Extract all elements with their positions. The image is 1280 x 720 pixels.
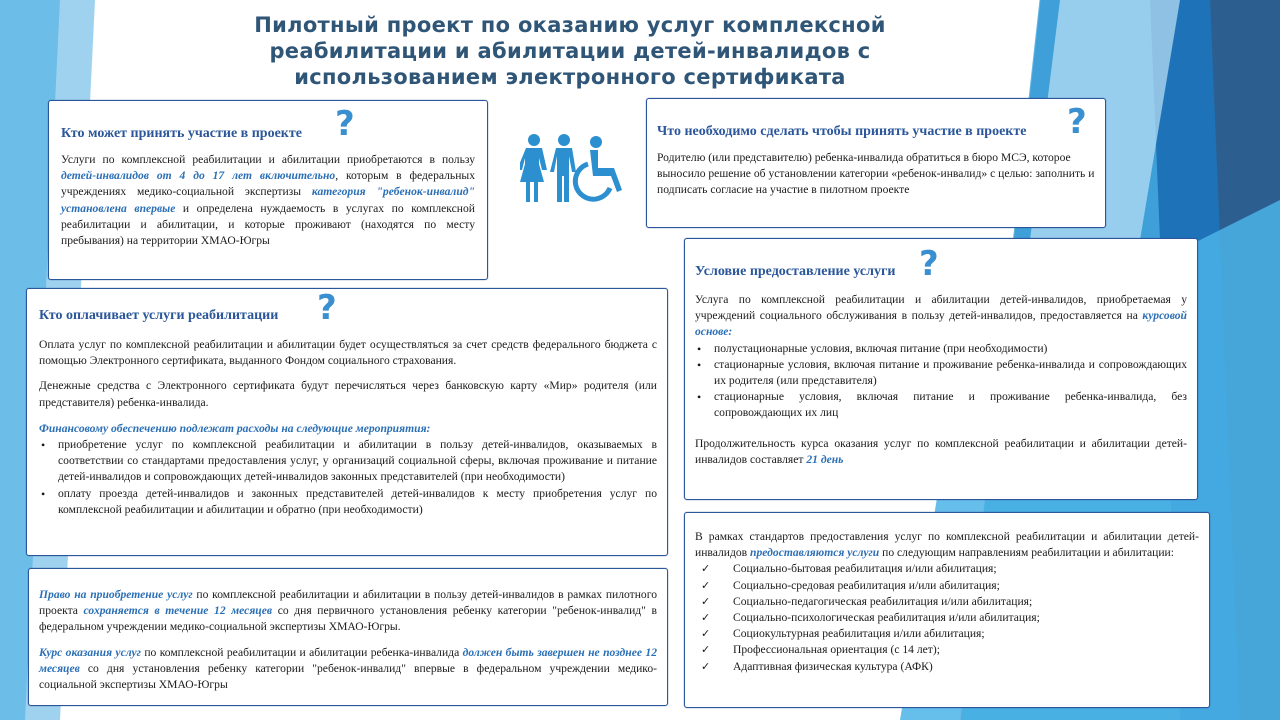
list-item: ✓ Профессиональная ориентация (с 14 лет); <box>695 642 1199 658</box>
directions-text <box>695 529 1199 561</box>
list-item: • полустационарные условия, включая питание (при необходимости) <box>695 341 1187 357</box>
who-text-3: и определена нуждаемость в услугах по комплексной реабилитации и абилитации, и которые проживают (находятся по месту пребывания) на территории ХМАО-Югры <box>61 201 475 248</box>
panel-directions <box>684 512 1210 708</box>
question-mark-icon: ? <box>317 288 337 328</box>
condition-heading: Условие предоставление услуги <box>695 264 896 279</box>
list-item: • оплату проезда детей-инвалидов и законных представителей детей-инвалидов к месту приобретения услуг по комплексной реабилитации и абилитации и обратно (при необходимости) <box>39 486 657 518</box>
who-highlight-age: детей-инвалидов от 4 до 17 лет включительно <box>61 169 336 183</box>
list-item: ✓ Социально-педагогическая реабилитация и/или абилитация; <box>695 594 1199 610</box>
directions-list <box>695 561 1199 674</box>
condition-text-2 <box>695 436 1187 468</box>
right-text-1b: со дня первичного установления ребенку категории "ребенок-инвалид" в федеральном учреждении медико-социальной экспертизы ХМАО-Югры. <box>39 604 657 634</box>
right-highlight-2: сохраняется в течение 12 месяцев <box>83 604 273 618</box>
pay-heading: Кто оплачивает услуги реабилитации <box>39 308 279 323</box>
pay-text-1: Оплата услуг по комплексной реабилитации и абилитации будет осуществляться за счет средств федерального бюджета с помощью Электронного сертификата, выданного Фондом социального страхования. <box>39 338 657 368</box>
question-mark-icon: ? <box>1067 102 1087 142</box>
right-text-1a: по комплексной реабилитации и абилитации в пользу детей-инвалидов в рамках пилотного проекта <box>39 588 657 618</box>
question-mark-icon: ? <box>335 104 355 144</box>
list-item: ✓ Социально-бытовая реабилитация и/или абилитация; <box>695 561 1199 577</box>
who-highlight-category: категория "ребенок-инвалид" установлена впервые <box>61 185 475 215</box>
condition-text-1 <box>695 292 1187 341</box>
condition-list <box>695 341 1187 422</box>
list-item: • стационарные условия, включая питание и проживание ребенка-инвалида, без сопровождающих их лиц <box>695 389 1187 421</box>
who-text-1: Услуги по комплексной реабилитации и абилитации приобретаются в пользу <box>61 153 475 166</box>
who-text-2: , которым в федеральных учреждениях медико-социальной экспертизы <box>61 169 475 199</box>
list-item: ✓ Адаптивная физическая культура (АФК) <box>695 659 1199 675</box>
right-highlight-3: Курс оказания услуг <box>39 645 141 659</box>
who-text <box>61 152 475 249</box>
todo-heading: Что необходимо сделать чтобы принять участие в проекте <box>657 124 1027 139</box>
condition-highlight-duration: 21 день <box>806 452 844 466</box>
right-highlight-4: должен быть завершен не позднее 12 месяцев <box>39 645 657 675</box>
condition-text-2a: Продолжительность курса оказания услуг по комплексной реабилитации и абилитации детей-инвалидов составляет <box>695 436 1187 466</box>
right-text-2b: со дня установления ребенку категории "ребенок-инвалид" впервые в федеральном учреждении медико-социальной экспертизы ХМАО-Югры <box>39 661 657 692</box>
directions-text-2: по следующим направлениям реабилитации и абилитации: <box>879 546 1174 560</box>
panel-who-pays <box>26 288 668 556</box>
panel-what-to-do <box>646 98 1106 228</box>
right-text-2a: по комплексной реабилитации и абилитации ребенка-инвалида <box>140 645 463 659</box>
directions-highlight: предоставляются услуги <box>750 546 880 560</box>
right-text-2 <box>39 645 657 694</box>
family-disability-icon <box>520 132 638 204</box>
list-item: ✓ Социально-средовая реабилитация и/или абилитация; <box>695 578 1199 594</box>
question-mark-icon: ? <box>919 244 939 284</box>
panel-right-to-purchase <box>28 568 668 706</box>
todo-text: Родителю (или представителю) ребенка-инвалида обратиться в бюро МСЭ, которое выносило решение об установлении категории «ребенок-инвалид» с целью: заполнить и подписать согласие на участие в пилотном проекте <box>657 151 1095 197</box>
right-text-1 <box>39 587 657 636</box>
who-heading: Кто может принять участие в проекте <box>61 126 302 141</box>
pay-text-2: Денежные средства с Электронного сертификата будут перечисляться через банковскую карту «Мир» родителя (или представителя) ребенка-инвалида. <box>39 379 657 409</box>
right-highlight-1: Право на приобретение услуг <box>39 588 193 601</box>
page-title: Пилотный проект по оказанию услуг комплексной реабилитации и абилитации детей-инвалидов с использованием электронного сертификата <box>254 13 886 89</box>
list-item: ✓ Социально-психологическая реабилитация и/или абилитация; <box>695 610 1199 626</box>
list-item: • приобретение услуг по комплексной реабилитации и абилитации в пользу детей-инвалидов, оказываемых в соответствии со стандартами предоставления услуг, у организаций социальной сферы, включая проживание и питание детей-инвалидов и сопровождающих детей-инвалидов законных представителей (при необходимости) <box>39 437 657 486</box>
panel-who-can-participate <box>48 100 488 280</box>
list-item: ✓ Социокультурная реабилитация и/или абилитация; <box>695 626 1199 642</box>
list-item: • стационарные условия, включая питание и проживание ребенка-инвалида и сопровождающих их родителя (или представителя) <box>695 357 1187 389</box>
pay-subheading: Финансовому обеспечению подлежат расходы на следующие мероприятия: <box>39 421 431 435</box>
condition-highlight-course: курсовой основе: <box>695 309 1187 339</box>
panel-condition <box>684 238 1198 500</box>
pay-list <box>39 437 657 518</box>
directions-text-1: В рамках стандартов предоставления услуг по комплексной реабилитации и абилитации детей-инвалидов <box>695 530 1199 560</box>
condition-text-1a: Услуга по комплексной реабилитации и абилитации детей-инвалидов, приобретаемая у учреждений социального обслуживания в пользу детей-инвалидов, предоставляется на <box>695 293 1187 323</box>
